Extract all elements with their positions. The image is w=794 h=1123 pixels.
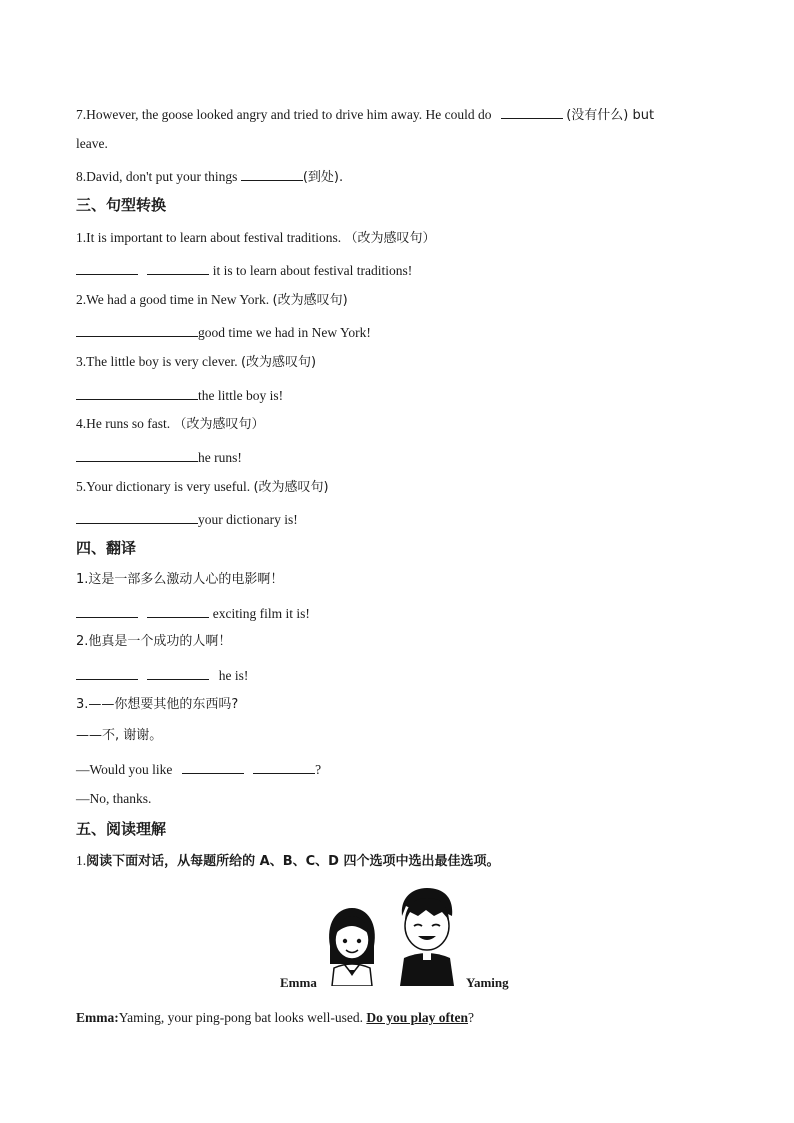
s3-answer-2: [76, 322, 371, 342]
s3-question-4: [76, 415, 265, 434]
s3-answer-4: [76, 447, 242, 467]
answer-blank[interactable]: [76, 603, 138, 618]
question-7-hint: (没有什么) but: [566, 108, 655, 123]
s3-answer-2-text: good time we had in New York!: [198, 325, 371, 340]
section-3-heading: 三、句型转换: [76, 196, 167, 214]
s4-question-1: 1.这是一部多么激动人心的电影啊！: [76, 572, 284, 587]
s4-answer-3-end: ?: [315, 762, 322, 777]
s4-question-3: 3.——你想要其他的东西吗?: [76, 697, 239, 712]
s3-question-3-text: 3.The little boy is very clever.: [76, 354, 238, 369]
s3-answer-4-text: he runs!: [198, 450, 242, 465]
s3-answer-3-text: the little boy is!: [198, 388, 284, 403]
s4-answer-1-text: exciting film it is!: [212, 606, 310, 621]
girl-avatar-icon: [322, 904, 382, 986]
s3-answer-5-text: your dictionary is!: [198, 512, 298, 527]
answer-blank[interactable]: [76, 509, 198, 524]
s3-question-4-text: 4.He runs so fast.: [76, 416, 171, 431]
dialog-end: ?: [468, 1010, 475, 1025]
question-7-line2: leave.: [76, 136, 108, 151]
question-7-line1: [76, 104, 654, 125]
s3-answer-1-text: it is to learn about festival traditions!: [212, 263, 413, 278]
s3-question-1-hint: （改为感叹句）: [344, 231, 436, 246]
name-yaming: Yaming: [466, 975, 509, 990]
answer-blank[interactable]: [253, 759, 315, 774]
answer-blank[interactable]: [147, 603, 209, 618]
s4-question-2: 2.他真是一个成功的人啊！: [76, 634, 232, 649]
question-8-hint: (到处).: [302, 170, 344, 185]
answer-blank[interactable]: [76, 447, 198, 462]
question-8-text: 8.David, don't put your things: [76, 169, 238, 184]
s3-question-3-hint: (改为感叹句): [240, 355, 317, 370]
s5-instruction-text: 阅读下面对话，从每题所给的 A、B、C、D 四个选项中选出最佳选项。: [86, 854, 500, 869]
s3-question-3: [76, 353, 316, 372]
s3-question-4-hint: （改为感叹句）: [173, 417, 265, 432]
s4-answer-3: [76, 759, 321, 779]
dialog-speaker: Emma:: [76, 1010, 119, 1025]
s4-answer-2: [76, 665, 248, 685]
dialog-text: Yaming, your ping-pong bat looks well-used.: [118, 1010, 367, 1025]
s3-answer-3: [76, 385, 283, 405]
answer-blank[interactable]: [501, 104, 563, 119]
s3-question-1: [76, 229, 435, 248]
answer-blank[interactable]: [241, 166, 303, 181]
s3-question-5-text: 5.Your dictionary is very useful.: [76, 479, 251, 494]
answer-blank[interactable]: [76, 385, 198, 400]
s3-answer-5: [76, 509, 298, 529]
s3-question-2: [76, 291, 348, 310]
answer-blank[interactable]: [182, 759, 244, 774]
answer-blank[interactable]: [76, 322, 198, 337]
s4-answer-3-text: —Would you like: [76, 762, 173, 777]
answer-blank[interactable]: [76, 260, 138, 275]
boy-avatar-icon: [394, 886, 460, 986]
answer-blank[interactable]: [76, 665, 138, 680]
s3-question-1-text: 1.It is important to learn about festival traditions.: [76, 230, 342, 245]
section-4-heading: 四、翻译: [76, 539, 137, 557]
dialog-line-1: [76, 1009, 474, 1027]
s5-instruction: [76, 852, 499, 871]
s5-instruction-number: 1.: [76, 853, 87, 868]
dialog-underlined-text: Do you play often: [366, 1010, 469, 1025]
s4-answer-1: [76, 603, 310, 623]
s3-question-2-text: 2.We had a good time in New York.: [76, 292, 270, 307]
s4-answer-2-text: he is!: [218, 668, 249, 683]
question-8: [76, 166, 343, 187]
section-5-heading: 五、阅读理解: [76, 820, 167, 838]
s4-question-3-reply: ——不, 谢谢。: [76, 728, 163, 743]
s4-answer-3-reply: —No, thanks.: [76, 791, 152, 806]
answer-blank[interactable]: [147, 665, 209, 680]
s3-question-5-hint: (改为感叹句): [253, 480, 329, 495]
s3-answer-1: [76, 260, 412, 280]
s3-question-5: [76, 478, 329, 497]
name-emma: Emma: [280, 975, 317, 990]
dialog-illustration: [280, 884, 530, 994]
s3-question-2-hint: (改为感叹句): [272, 293, 348, 308]
answer-blank[interactable]: [147, 260, 209, 275]
question-7-text: 7.However, the goose looked angry and tried to drive him away. He could do: [76, 107, 492, 122]
